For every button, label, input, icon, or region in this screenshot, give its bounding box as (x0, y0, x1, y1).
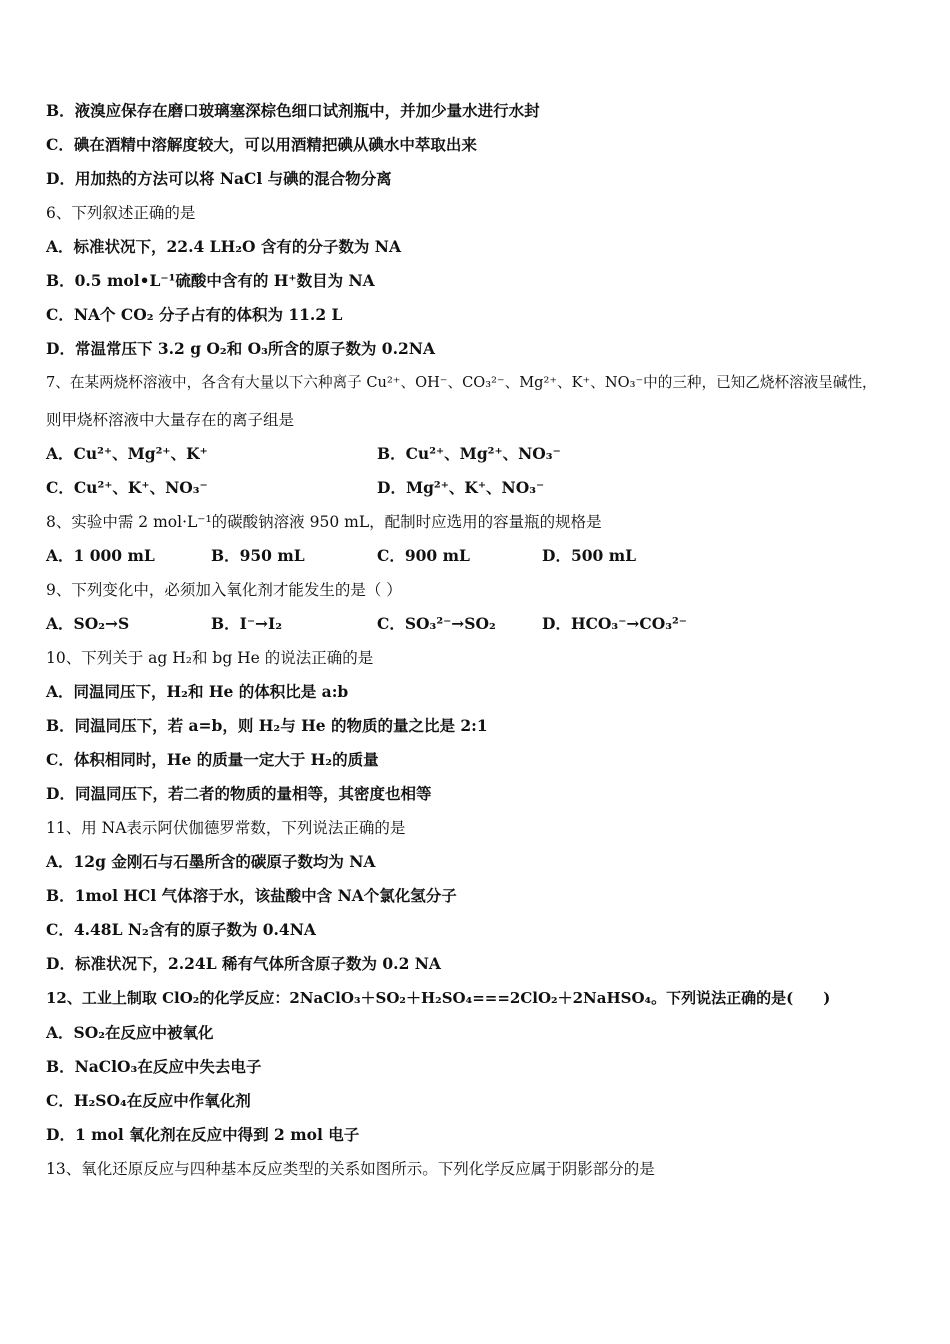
q9-stem: 9、下列变化中，必须加入氧化剂才能发生的是（ ） (46, 581, 402, 599)
q7-option-d: D．Mg²⁺、K⁺、NO₃⁻ (377, 478, 545, 497)
q11-option-a: A．12g 金刚石与石墨所含的碳原子数均为 NA (46, 852, 376, 871)
q10-option-b: B．同温同压下，若 a=b，则 H₂与 He 的物质的量之比是 2:1 (46, 716, 488, 735)
q12-option-c: C．H₂SO₄在反应中作氧化剂 (46, 1091, 251, 1110)
q5-option-d: D．用加热的方法可以将 NaCl 与碘的混合物分离 (46, 169, 392, 188)
q13-stem: 13、氧化还原反应与四种基本反应类型的关系如图所示。下列化学反应属于阴影部分的是 (46, 1160, 655, 1178)
q6-option-b: B．0.5 mol•L⁻¹硫酸中含有的 H⁺数目为 NA (46, 271, 375, 290)
q12-option-d: D．1 mol 氧化剂在反应中得到 2 mol 电子 (46, 1125, 360, 1144)
q12-stem: 12、工业上制取 ClO₂的化学反应：2NaClO₃＋SO₂＋H₂SO₄===2ClO₂＋2NaHSO₄。下列说法正确的是( ) (46, 989, 831, 1007)
q5-option-c: C．碘在酒精中溶解度较大，可以用酒精把碘从碘水中萃取出来 (46, 135, 477, 154)
q10-option-c: C．体积相同时，He 的质量一定大于 H₂的质量 (46, 750, 379, 769)
q6-option-d: D．常温常压下 3.2 g O₂和 O₃所含的原子数为 0.2NA (46, 339, 435, 358)
q8-option-c: C．900 mL (377, 546, 470, 565)
q7-option-b: B．Cu²⁺、Mg²⁺、NO₃⁻ (377, 444, 561, 463)
q7-option-a: A．Cu²⁺、Mg²⁺、K⁺ (46, 444, 208, 463)
q9-option-b: B．I⁻→I₂ (211, 614, 283, 633)
q12-option-a: A．SO₂在反应中被氧化 (46, 1023, 214, 1042)
q11-option-c: C．4.48L N₂含有的原子数为 0.4NA (46, 920, 316, 939)
q7-stem-line1: 7、在某两烧杯溶液中，各含有大量以下六种离子 Cu²⁺、OH⁻、CO₃²⁻、Mg²⁺、K⁺、NO₃⁻中的三种，已知乙烧杯溶液呈碱性， (46, 374, 877, 391)
q11-stem: 11、用 NA表示阿伏伽德罗常数，下列说法正确的是 (46, 819, 406, 837)
q6-stem: 6、下列叙述正确的是 (46, 204, 196, 222)
q8-option-a: A．1 000 mL (46, 546, 155, 565)
q6-option-a: A．标准状况下，22.4 LH₂O 含有的分子数为 NA (46, 237, 401, 256)
q9-option-a: A．SO₂→S (46, 614, 130, 633)
q12-option-b: B．NaClO₃在反应中失去电子 (46, 1057, 262, 1076)
q8-option-b: B．950 mL (211, 546, 305, 565)
q10-option-a: A．同温同压下，H₂和 He 的体积比是 a:b (46, 682, 349, 701)
q8-stem: 8、实验中需 2 mol·L⁻¹的碳酸钠溶液 950 mL，配制时应选用的容量瓶的规格是 (46, 513, 602, 531)
q5-option-b: B．液溴应保存在磨口玻璃塞深棕色细口试剂瓶中，并加少量水进行水封 (46, 101, 540, 120)
q7-stem-line2: 则甲烧杯溶液中大量存在的离子组是 (46, 411, 295, 429)
q10-stem: 10、下列关于 ag H₂和 bg He 的说法正确的是 (46, 649, 374, 667)
q11-option-d: D．标准状况下，2.24L 稀有气体所含原子数为 0.2 NA (46, 954, 441, 973)
q10-option-d: D．同温同压下，若二者的物质的量相等，其密度也相等 (46, 784, 432, 803)
q7-option-c: C．Cu²⁺、K⁺、NO₃⁻ (46, 478, 208, 497)
q9-option-c: C．SO₃²⁻→SO₂ (377, 614, 496, 633)
q9-option-d: D．HCO₃⁻→CO₃²⁻ (542, 614, 687, 633)
q8-option-d: D．500 mL (542, 546, 636, 565)
q6-option-c: C．NA个 CO₂ 分子占有的体积为 11.2 L (46, 305, 343, 324)
q11-option-b: B．1mol HCl 气体溶于水，该盐酸中含 NA个氯化氢分子 (46, 886, 457, 905)
